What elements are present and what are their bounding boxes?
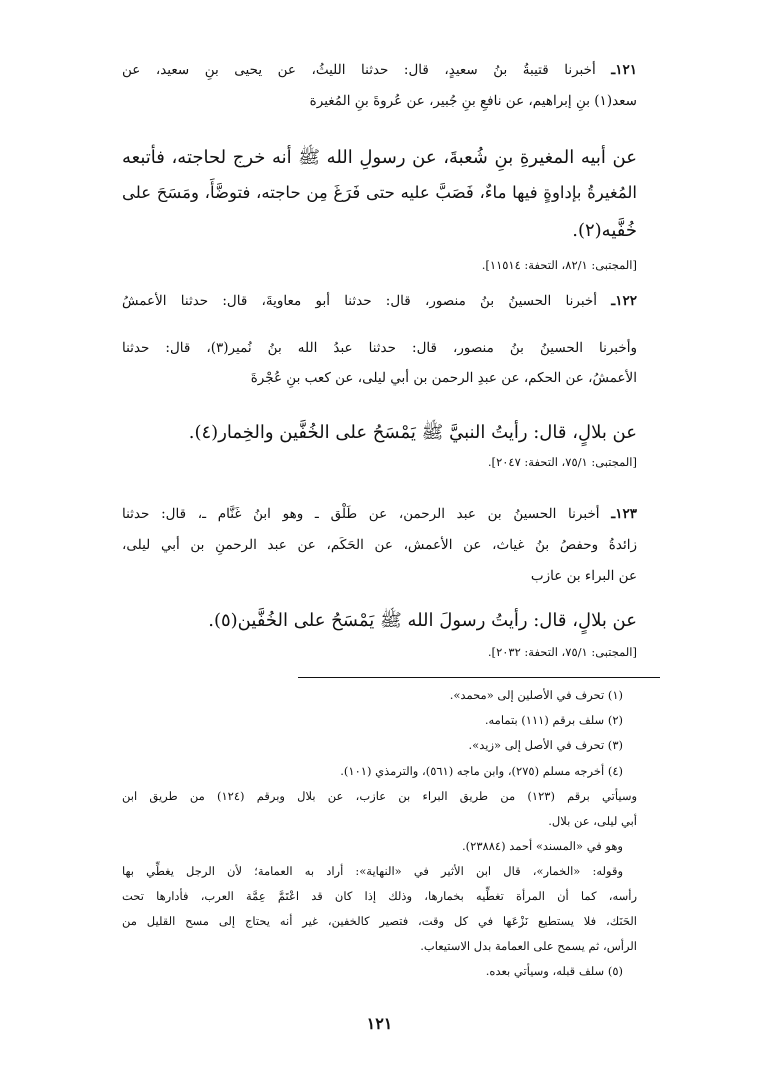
- hadith-122-isnad-line-1: ١٢٢ـ أخبرنا الحسينُ بنُ منصور، قال: حدثنا أبو معاويةَ، قال: حدثنا الأعمشُ: [122, 293, 637, 309]
- footnote-4: (٤) أخرجه مسلم (٢٧٥)، وابن ماجه (٥٦١)، والترمذي (١٠١).: [340, 764, 623, 778]
- hadith-123-matn-line-1: عن بلالٍ، قال: رأيتُ رسولَ الله ﷺ يَمْسَحُ على الخُفَّين(٥).: [208, 610, 637, 631]
- footnote-4-line-7: الحَنَك، فلا يستطيع نَزْعَها في كل وقت، فتصير كالخفين، غير أنه يحتاج إلى مسح القليل من: [122, 914, 637, 928]
- footnote-separator: [298, 677, 660, 678]
- footnote-2: (٢) سلف برقم (١١١) بتمامه.: [484, 713, 623, 727]
- hadith-number: ١٢٢ـ: [611, 293, 637, 309]
- footnote-4-line-4: وهو في «المسند» أحمد (٢٣٨٨٤).: [462, 839, 623, 853]
- hadith-122-isnad-line-2: وأخبرنا الحسينُ بنُ منصور، قال: حدثنا عبدُ الله بنُ نُمير(٣)، قال: حدثنا: [122, 340, 637, 356]
- footnote-3: (٣) تحرف في الأصل إلى «زيد».: [468, 738, 623, 752]
- footnote-4-line-5: وقوله: «الخمار»، قال ابن الأثير في «النهاية»: أراد به العمامة؛ لأن الرجل يغطِّي بها: [122, 864, 623, 878]
- hadith-number: ١٢١ـ: [611, 62, 637, 78]
- page-number: ١٢١: [366, 1014, 393, 1033]
- hadith-122-isnad-line-3: الأعمشُ، عن الحكم، عن عبدِ الرحمن بن أبي ليلى، عن كعب بنِ عُجْرةَ: [250, 370, 637, 386]
- hadith-123-isnad-line-3: عن البراء بن عازب: [530, 568, 637, 584]
- hadith-121-reference: [المجتبى: ٨٢/١، التحفة: ١١٥١٤].: [481, 258, 637, 272]
- footnote-1: (١) تحرف في الأصلين إلى «محمد».: [449, 688, 623, 702]
- hadith-122-matn-line-1: عن بلالٍ، قال: رأيتُ النبيَّ ﷺ يَمْسَحُ على الخُفَّين والخِمار(٤).: [188, 422, 637, 443]
- hadith-123-reference: [المجتبى: ٧٥/١، التحفة: ٢٠٣٢].: [487, 645, 637, 659]
- hadith-121-matn-line-1: عن أبيه المغيرةِ بنِ شُعبةَ، عن رسولِ الله ﷺ أنه خرج لحاجته، فأتبعه: [122, 147, 637, 168]
- hadith-122-reference: [المجتبى: ٧٥/١، التحفة: ٢٠٤٧].: [487, 455, 637, 469]
- hadith-121-matn-line-2: المُغيرةُ بإداوةٍ فيها ماءٌ، فَصَبَّ عليه حتى فَرَغَ مِن حاجته، فتوضَّأَ، ومَسَحَ على: [122, 183, 637, 202]
- hadith-number: ١٢٣ـ: [611, 506, 638, 522]
- hadith-121-isnad-line-1: ١٢١ـ أخبرنا قتيبةُ بنُ سعيدٍ، قال: حدثنا الليثُ، عن يحيى بنِ سعيد، عن: [122, 62, 637, 78]
- footnote-4-line-3: أبي ليلى، عن بلال.: [548, 814, 637, 828]
- footnote-4-line-8: الرأس، ثم يسمح على العمامة بدل الاستيعاب.: [420, 939, 637, 953]
- hadith-123-isnad-line-1: ١٢٣ـ أخبرنا الحسينُ بن عبد الرحمن، عن طَلْق ـ وهو ابنُ غَنَّام ـ، قال: حدثنا: [122, 506, 638, 522]
- hadith-123-isnad-line-2: زائدةُ وحفصُ بنُ غياث، عن الأعمش، عن الحَكَم، عن عبد الرحمنِ بن أبي ليلى،: [122, 537, 637, 553]
- footnote-4-line-6: رأسه، كما أن المرأة تغطِّيه بخمارها، وذلك إذا كان قد اعْتَمَّ عِمَّة العرب، فأدارها تحت: [122, 889, 637, 903]
- footnote-4-line-2: وسيأتي برقم (١٢٣) من طريق البراء بن عازب، عن بلال وبرقم (١٢٤) من طريق ابن: [122, 789, 638, 803]
- hadith-121-isnad-line-2: سعد(١) بنِ إبراهيم، عن نافعِ بنِ جُبير، عن عُروةَ بنِ المُغيرة: [309, 93, 637, 109]
- footnote-5: (٥) سلف قبله، وسيأتي بعده.: [485, 964, 623, 978]
- hadith-121-matn-line-3: خُفَّيه(٢).: [572, 220, 637, 241]
